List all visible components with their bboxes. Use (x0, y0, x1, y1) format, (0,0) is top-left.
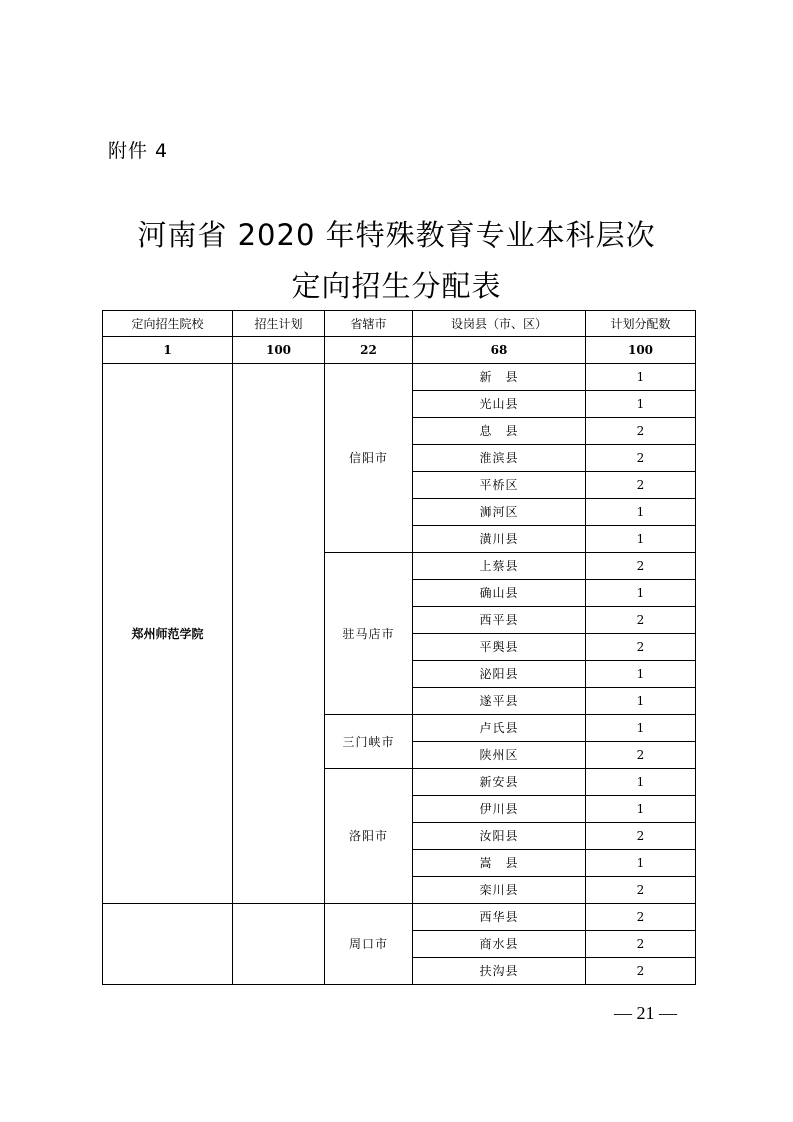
allocation-count-cell: 2 (586, 418, 696, 445)
county-cell: 光山县 (413, 391, 586, 418)
city-cell: 洛阳市 (325, 769, 413, 904)
page-number: — 21 — (614, 1003, 677, 1023)
allocation-count-cell: 1 (586, 499, 696, 526)
total-plan: 100 (233, 337, 325, 364)
county-cell: 新 县 (413, 364, 586, 391)
county-cell: 息 县 (413, 418, 586, 445)
allocation-count-cell: 1 (586, 715, 696, 742)
county-cell: 潢川县 (413, 526, 586, 553)
county-cell: 西平县 (413, 607, 586, 634)
table-row (103, 364, 696, 391)
city-cell: 驻马店市 (325, 553, 413, 715)
allocation-table (102, 310, 696, 985)
county-cell: 平桥区 (413, 472, 586, 499)
allocation-count-cell: 2 (586, 877, 696, 904)
plan-cell (233, 364, 325, 904)
allocation-count-cell: 1 (586, 580, 696, 607)
county-cell: 栾川县 (413, 877, 586, 904)
total-schools: 1 (103, 337, 233, 364)
allocation-count-cell: 2 (586, 607, 696, 634)
header-county: 设岗县（市、区） (413, 311, 586, 337)
table-totals-row (103, 337, 696, 364)
county-cell: 汝阳县 (413, 823, 586, 850)
total-cities: 22 (325, 337, 413, 364)
county-cell: 商水县 (413, 931, 586, 958)
allocation-count-cell: 2 (586, 931, 696, 958)
allocation-count-cell: 2 (586, 472, 696, 499)
header-enrollment-plan: 招生计划 (233, 311, 325, 337)
county-cell: 淮滨县 (413, 445, 586, 472)
county-cell: 伊川县 (413, 796, 586, 823)
allocation-count-cell: 1 (586, 769, 696, 796)
allocation-count-cell: 2 (586, 958, 696, 985)
allocation-count-cell: 2 (586, 553, 696, 580)
county-cell: 上蔡县 (413, 553, 586, 580)
document-title-line-2: 定向招生分配表 (291, 269, 502, 303)
allocation-count-cell: 1 (586, 661, 696, 688)
allocation-count-cell: 1 (586, 796, 696, 823)
county-cell: 确山县 (413, 580, 586, 607)
allocation-count-cell: 1 (586, 391, 696, 418)
allocation-count-cell: 2 (586, 904, 696, 931)
county-cell: 浉河区 (413, 499, 586, 526)
table-row (103, 904, 696, 931)
table-header-row (103, 311, 696, 337)
county-cell: 陕州区 (413, 742, 586, 769)
plan-cell-empty (233, 904, 325, 985)
total-counties: 68 (413, 337, 586, 364)
document-title-line-1: 河南省 2020 年特殊教育专业本科层次 (137, 218, 656, 252)
city-cell: 周口市 (325, 904, 413, 985)
county-cell: 平舆县 (413, 634, 586, 661)
county-cell: 扶沟县 (413, 958, 586, 985)
city-cell: 三门峡市 (325, 715, 413, 769)
allocation-count-cell: 1 (586, 850, 696, 877)
allocation-count-cell: 1 (586, 688, 696, 715)
county-cell: 卢氏县 (413, 715, 586, 742)
school-cell-empty (103, 904, 233, 985)
allocation-count-cell: 1 (586, 526, 696, 553)
header-city: 省辖市 (325, 311, 413, 337)
allocation-count-cell: 2 (586, 823, 696, 850)
county-cell: 遂平县 (413, 688, 586, 715)
header-school: 定向招生院校 (103, 311, 233, 337)
total-allocation: 100 (586, 337, 696, 364)
school-cell: 郑州师范学院 (103, 364, 233, 904)
allocation-count-cell: 2 (586, 634, 696, 661)
allocation-count-cell: 1 (586, 364, 696, 391)
county-cell: 西华县 (413, 904, 586, 931)
allocation-count-cell: 2 (586, 742, 696, 769)
allocation-count-cell: 2 (586, 445, 696, 472)
city-cell: 信阳市 (325, 364, 413, 553)
header-allocation: 计划分配数 (586, 311, 696, 337)
county-cell: 泌阳县 (413, 661, 586, 688)
attachment-label: 附件 4 (108, 140, 169, 162)
county-cell: 嵩 县 (413, 850, 586, 877)
county-cell: 新安县 (413, 769, 586, 796)
